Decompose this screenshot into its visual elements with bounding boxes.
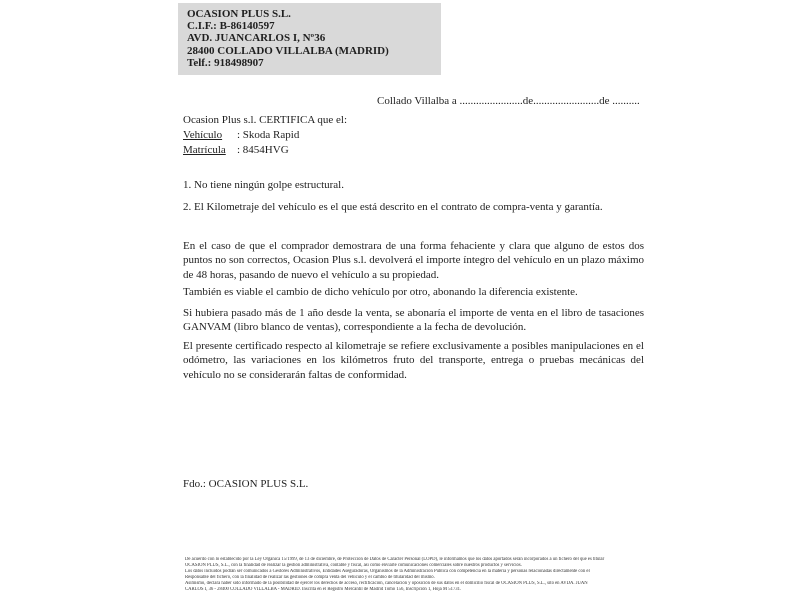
certify-block: [183, 113, 347, 157]
company-address: AVD. JUANCARLOS I, Nº36: [187, 32, 326, 45]
company-cif: C.I.F.: B-86140597: [187, 20, 275, 33]
vehicle-value: : Skoda Rapid: [237, 128, 300, 141]
paragraph-ganvam: Si hubiera pasado más de 1 año desde la venta, se abonaría el importe de venta en el libro de tasaciones GANVAM (libro blanco de ventas), correspondiente a la fecha de devolución.: [183, 307, 644, 334]
legal-fine-print: [185, 557, 625, 592]
paragraph-refund: En el caso de que el comprador demostrara de una forma fehaciente y clara que alguno de estos dos puntos no son correctos, Ocasion Plus s.l. devolverá el importe íntegro del vehículo en un plazo máximo de 48 horas, pasando de nuevo el vehículo a su propiedad.: [183, 240, 644, 281]
certify-heading: Ocasion Plus s.l. CERTIFICA que el:: [183, 114, 348, 126]
company-phone: Telf.: 918498907: [187, 56, 264, 69]
company-name: OCASION PLUS S.L.: [187, 8, 291, 20]
legal-line: Asimismo, declara haber sido informado de la posibilidad de ejercer los derechos de acceso, rectificación, cancelación y oposición de sus datos en el domicilio fiscal de OCASION PLUS, S.L., sito en AVDA. JUAN: [185, 580, 588, 586]
vehicle-label: Vehículo: [183, 128, 223, 141]
point-2: 2. El Kilometraje del vehículo es el que está descrito en el contrato de compra-venta y garantía.: [183, 201, 603, 213]
legal-line: Los datos incluidos podrán ser comunicados a Gestores Administrativos, Entidades Aseguradoras, Organismos de la Administración Pública con competencia en la materia y personas relacionadas directamente con el: [185, 568, 590, 574]
plate-label: Matrícula: [183, 143, 226, 156]
company-header-box: [178, 3, 441, 75]
plate-row: [183, 143, 347, 158]
legal-line: CARLOS I, 36 - 28400 COLLADO VILLALBA - MADRID. Inscrita en el Registro Mercantil de Madrid Tomo 156, Inscripción 1, Hoja M 51731.: [185, 586, 462, 592]
legal-line: Responsable del fichero, con la finalidad de realizar las gestiones de compra venta del vehículo y el cambio de titularidad del mismo.: [185, 574, 435, 580]
plate-value: : 8454HVG: [237, 143, 289, 156]
paragraph-exchange: También es viable el cambio de dicho vehículo por otro, abonando la diferencia existente.: [183, 286, 578, 298]
vehicle-row: [183, 128, 347, 143]
date-line: Collado Villalba a .......................de........................de ..........: [377, 95, 640, 107]
signature-line: Fdo.: OCASION PLUS S.L.: [183, 478, 309, 490]
legal-line: OCASION PLUS, S.L., con la finalidad de realizar la gestión administrativa, contable y fiscal, así como enviarle comunicaciones comerciales sobre nuestros productos y servicios.: [185, 562, 522, 568]
paragraph-odometer: El presente certificado respecto al kilometraje se refiere exclusivamente a posibles manipulaciones en el odómetro, las variaciones en los kilómetros fruto del transporte, entrega o pruebas mecánicas del vehículo no se considerarán faltas de conformidad.: [183, 340, 644, 381]
point-1: 1. No tiene ningún golpe estructural.: [183, 179, 344, 191]
company-city: 28400 COLLADO VILLALBA (MADRID): [187, 44, 389, 57]
legal-line: De acuerdo con lo establecido por la Ley Orgánica 15/1999, de 13 de diciembre, de Protección de Datos de Carácter Personal (LOPD), le informamos que los datos aportados serán incorporados a un fichero del que es titular: [185, 557, 605, 562]
